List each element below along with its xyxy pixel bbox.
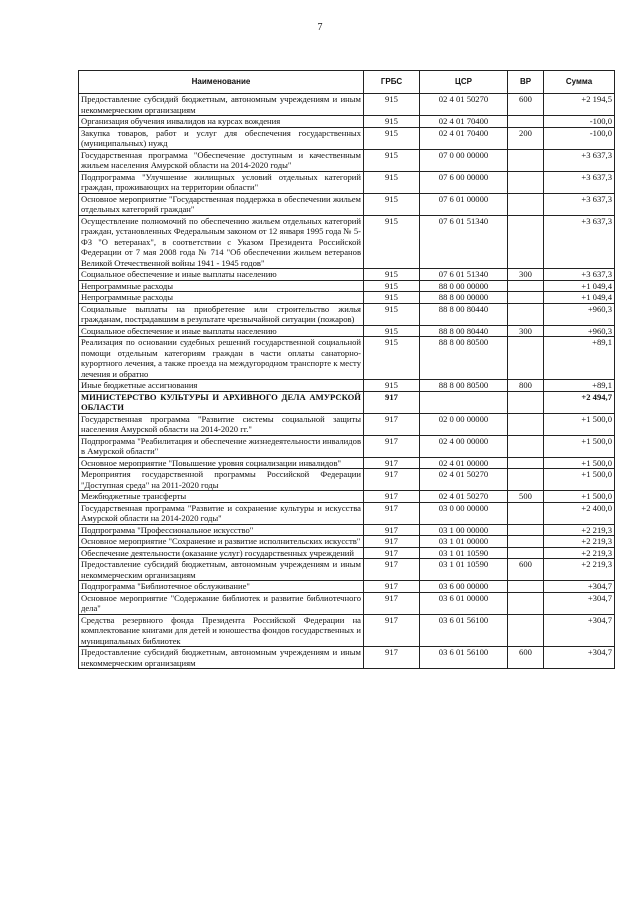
cell-csr: 03 0 00 00000 [420, 502, 508, 524]
cell-name: Непрограммные расходы [79, 292, 364, 304]
cell-sum: +1 500,0 [544, 469, 615, 491]
budget-table [78, 70, 615, 669]
cell-name: Мероприятия государственной программы Российской Федерации "Доступная среда" на 2011-2020 годы [79, 469, 364, 491]
cell-name: Средства резервного фонда Президента Российской Федерации на комплектование книгами для детей и юношества фондов государственных и муниципальных библиотек [79, 614, 364, 647]
cell-sum: +304,7 [544, 592, 615, 614]
cell-vr [508, 614, 544, 647]
cell-sum: +1 500,0 [544, 435, 615, 457]
cell-csr: 88 8 00 80440 [420, 325, 508, 337]
cell-sum: +960,3 [544, 303, 615, 325]
cell-vr [508, 280, 544, 292]
cell-grbs: 917 [364, 435, 420, 457]
cell-grbs: 915 [364, 215, 420, 269]
cell-grbs: 917 [364, 413, 420, 435]
cell-csr: 02 4 01 00000 [420, 457, 508, 469]
cell-sum: -100,0 [544, 116, 615, 128]
cell-grbs: 917 [364, 536, 420, 548]
table-row [79, 149, 615, 171]
cell-name: Подпрограмма "Реабилитация и обеспечение жизнедеятельности инвалидов в Амурской области" [79, 435, 364, 457]
cell-vr [508, 292, 544, 304]
cell-vr [508, 116, 544, 128]
cell-sum: +3 637,3 [544, 171, 615, 193]
cell-grbs: 915 [364, 171, 420, 193]
cell-vr [508, 337, 544, 380]
cell-name: Государственная программа "Обеспечение доступным и качественным жильем населения Амурской области на 2014-2020 годы" [79, 149, 364, 171]
cell-grbs: 915 [364, 380, 420, 392]
cell-csr: 88 8 00 00000 [420, 292, 508, 304]
cell-sum: +2 400,0 [544, 502, 615, 524]
cell-vr [508, 215, 544, 269]
cell-grbs: 917 [364, 491, 420, 503]
cell-sum: +2 219,3 [544, 524, 615, 536]
table-row [79, 536, 615, 548]
header-name: Наименование [79, 71, 364, 94]
cell-vr [508, 592, 544, 614]
cell-grbs: 915 [364, 127, 420, 149]
cell-vr [508, 502, 544, 524]
cell-vr [508, 391, 544, 413]
cell-vr: 800 [508, 380, 544, 392]
cell-grbs: 917 [364, 469, 420, 491]
page-number: 7 [317, 22, 323, 33]
cell-name: Социальные выплаты на приобретение или строительство жилья гражданам, пострадавшим в результате чрезвычайной ситуации (пожаров) [79, 303, 364, 325]
cell-vr [508, 193, 544, 215]
cell-name: Основное мероприятие "Сохранение и развитие исполнительских искусств" [79, 536, 364, 548]
cell-sum: +1 049,4 [544, 292, 615, 304]
cell-csr: 03 1 01 00000 [420, 536, 508, 548]
cell-sum: +2 219,3 [544, 559, 615, 581]
cell-sum: +1 500,0 [544, 413, 615, 435]
cell-grbs: 917 [364, 581, 420, 593]
cell-grbs: 915 [364, 303, 420, 325]
table-row [79, 413, 615, 435]
table-row [79, 303, 615, 325]
cell-grbs: 915 [364, 193, 420, 215]
cell-sum: +304,7 [544, 647, 615, 669]
cell-name: Обеспечение деятельности (оказание услуг) государственных учреждений [79, 547, 364, 559]
cell-csr: 03 6 00 00000 [420, 581, 508, 593]
cell-grbs: 915 [364, 325, 420, 337]
cell-vr [508, 524, 544, 536]
cell-grbs: 917 [364, 559, 420, 581]
cell-sum: +2 194,5 [544, 94, 615, 116]
cell-sum: +2 219,3 [544, 547, 615, 559]
cell-sum: +3 637,3 [544, 269, 615, 281]
cell-vr: 200 [508, 127, 544, 149]
table-row [79, 581, 615, 593]
cell-sum: +89,1 [544, 380, 615, 392]
cell-vr: 600 [508, 559, 544, 581]
cell-name: Государственная программа "Развитие системы социальной защиты населения Амурской области на 2014-2020 гг." [79, 413, 364, 435]
cell-name: Предоставление субсидий бюджетным, автономным учреждениям и иным некоммерческим организациям [79, 94, 364, 116]
cell-name: Непрограммные расходы [79, 280, 364, 292]
cell-sum: +2 219,3 [544, 536, 615, 548]
cell-csr: 07 0 00 00000 [420, 149, 508, 171]
cell-sum: +1 500,0 [544, 491, 615, 503]
table-header-row [79, 71, 615, 94]
cell-sum: +304,7 [544, 614, 615, 647]
table-row [79, 502, 615, 524]
cell-sum: +960,3 [544, 325, 615, 337]
table-row [79, 380, 615, 392]
table-row [79, 171, 615, 193]
cell-grbs: 915 [364, 116, 420, 128]
table-row [79, 435, 615, 457]
cell-name: Подпрограмма "Улучшение жилищных условий отдельных категорий граждан, проживающих на территории области" [79, 171, 364, 193]
cell-sum: +1 049,4 [544, 280, 615, 292]
cell-grbs: 915 [364, 292, 420, 304]
cell-name: Социальное обеспечение и иные выплаты населению [79, 325, 364, 337]
table-row [79, 116, 615, 128]
table-row [79, 559, 615, 581]
cell-vr [508, 413, 544, 435]
cell-vr: 300 [508, 325, 544, 337]
table-row [79, 193, 615, 215]
table-row [79, 280, 615, 292]
cell-vr [508, 547, 544, 559]
cell-csr: 03 1 01 10590 [420, 547, 508, 559]
cell-sum: +3 637,3 [544, 193, 615, 215]
header-vr: ВР [508, 71, 544, 94]
cell-csr: 02 4 01 50270 [420, 491, 508, 503]
cell-csr: 02 4 01 70400 [420, 127, 508, 149]
cell-name: Организация обучения инвалидов на курсах вождения [79, 116, 364, 128]
cell-csr: 07 6 01 51340 [420, 215, 508, 269]
cell-vr: 600 [508, 94, 544, 116]
cell-vr: 300 [508, 269, 544, 281]
cell-grbs: 915 [364, 280, 420, 292]
cell-sum: +89,1 [544, 337, 615, 380]
cell-name: МИНИСТЕРСТВО КУЛЬТУРЫ И АРХИВНОГО ДЕЛА АМУРСКОЙ ОБЛАСТИ [79, 391, 364, 413]
cell-name: Социальное обеспечение и иные выплаты населению [79, 269, 364, 281]
cell-vr: 600 [508, 647, 544, 669]
table-row [79, 457, 615, 469]
cell-vr [508, 536, 544, 548]
cell-csr: 02 4 00 00000 [420, 435, 508, 457]
table-row [79, 592, 615, 614]
cell-csr: 88 8 00 80500 [420, 337, 508, 380]
cell-csr: 07 6 00 00000 [420, 171, 508, 193]
table-row [79, 127, 615, 149]
cell-csr: 07 6 01 00000 [420, 193, 508, 215]
cell-grbs: 917 [364, 592, 420, 614]
table-row [79, 469, 615, 491]
table-row [79, 524, 615, 536]
cell-grbs: 915 [364, 269, 420, 281]
cell-sum: +3 637,3 [544, 149, 615, 171]
cell-csr: 02 4 01 50270 [420, 469, 508, 491]
cell-grbs: 917 [364, 547, 420, 559]
table-row [79, 391, 615, 413]
cell-name: Подпрограмма "Профессиональное искусство" [79, 524, 364, 536]
header-sum: Сумма [544, 71, 615, 94]
cell-vr [508, 303, 544, 325]
cell-csr: 02 4 01 70400 [420, 116, 508, 128]
cell-csr: 02 0 00 00000 [420, 413, 508, 435]
cell-vr [508, 457, 544, 469]
cell-vr [508, 171, 544, 193]
cell-grbs: 915 [364, 337, 420, 380]
cell-name: Иные бюджетные ассигнования [79, 380, 364, 392]
cell-csr: 03 6 01 00000 [420, 592, 508, 614]
table-row [79, 269, 615, 281]
cell-sum: +2 494,7 [544, 391, 615, 413]
cell-name: Реализация по основании судебных решений государственной социальной помощи отдельным категориям граждан в части оплаты санаторно-курортного лечения, а также проезда на междугородном транспорте к месту лечения и обратно [79, 337, 364, 380]
table-row [79, 491, 615, 503]
cell-name: Закупка товаров, работ и услуг для обеспечения государственных (муниципальных) нужд [79, 127, 364, 149]
cell-grbs: 917 [364, 647, 420, 669]
cell-name: Предоставление субсидий бюджетным, автономным учреждениям и иным некоммерческим организациям [79, 647, 364, 669]
table-row [79, 292, 615, 304]
cell-csr: 88 8 00 80500 [420, 380, 508, 392]
cell-grbs: 915 [364, 94, 420, 116]
cell-vr: 500 [508, 491, 544, 503]
cell-grbs: 915 [364, 149, 420, 171]
cell-name: Межбюджетные трансферты [79, 491, 364, 503]
cell-name: Основное мероприятие "Повышение уровня социализации инвалидов" [79, 457, 364, 469]
table-row [79, 94, 615, 116]
cell-name: Осуществление полномочий по обеспечению жильем отдельных категорий граждан, установленных Федеральным законом от 12 января 1995 года № 5-ФЗ "О ветеранах", в соответствии с Указом Президента Российской Федерации от 7 мая 2008 года № 714 "Об обеспечении жильем ветеранов Великой Отечественной войны 1941 - 1945 годов" [79, 215, 364, 269]
table-row [79, 647, 615, 669]
cell-csr: 03 6 01 56100 [420, 647, 508, 669]
table-row [79, 547, 615, 559]
cell-grbs: 917 [364, 391, 420, 413]
table-row [79, 215, 615, 269]
cell-csr: 03 1 00 00000 [420, 524, 508, 536]
cell-vr [508, 435, 544, 457]
cell-grbs: 917 [364, 502, 420, 524]
cell-csr: 88 8 00 80440 [420, 303, 508, 325]
cell-csr: 03 6 01 56100 [420, 614, 508, 647]
cell-csr: 03 1 01 10590 [420, 559, 508, 581]
cell-name: Предоставление субсидий бюджетным, автономным учреждениям и иным некоммерческим организациям [79, 559, 364, 581]
table-row [79, 614, 615, 647]
header-csr: ЦСР [420, 71, 508, 94]
cell-vr [508, 469, 544, 491]
header-grbs: ГРБС [364, 71, 420, 94]
cell-grbs: 917 [364, 457, 420, 469]
table-row [79, 337, 615, 380]
cell-name: Основное мероприятие "Государственная поддержка в обеспечении жильем отдельных категорий граждан" [79, 193, 364, 215]
cell-vr [508, 581, 544, 593]
cell-sum: -100,0 [544, 127, 615, 149]
cell-csr [420, 391, 508, 413]
cell-name: Подпрограмма "Библиотечное обслуживание" [79, 581, 364, 593]
cell-csr: 88 0 00 00000 [420, 280, 508, 292]
cell-csr: 07 6 01 51340 [420, 269, 508, 281]
cell-grbs: 917 [364, 524, 420, 536]
cell-sum: +304,7 [544, 581, 615, 593]
cell-csr: 02 4 01 50270 [420, 94, 508, 116]
cell-grbs: 917 [364, 614, 420, 647]
cell-name: Государственная программа "Развитие и сохранение культуры и искусства Амурской области на 2014-2020 годы" [79, 502, 364, 524]
cell-vr [508, 149, 544, 171]
cell-name: Основное мероприятие "Содержание библиотек и развитие библиотечного дела" [79, 592, 364, 614]
cell-sum: +1 500,0 [544, 457, 615, 469]
table-row [79, 325, 615, 337]
cell-sum: +3 637,3 [544, 215, 615, 269]
